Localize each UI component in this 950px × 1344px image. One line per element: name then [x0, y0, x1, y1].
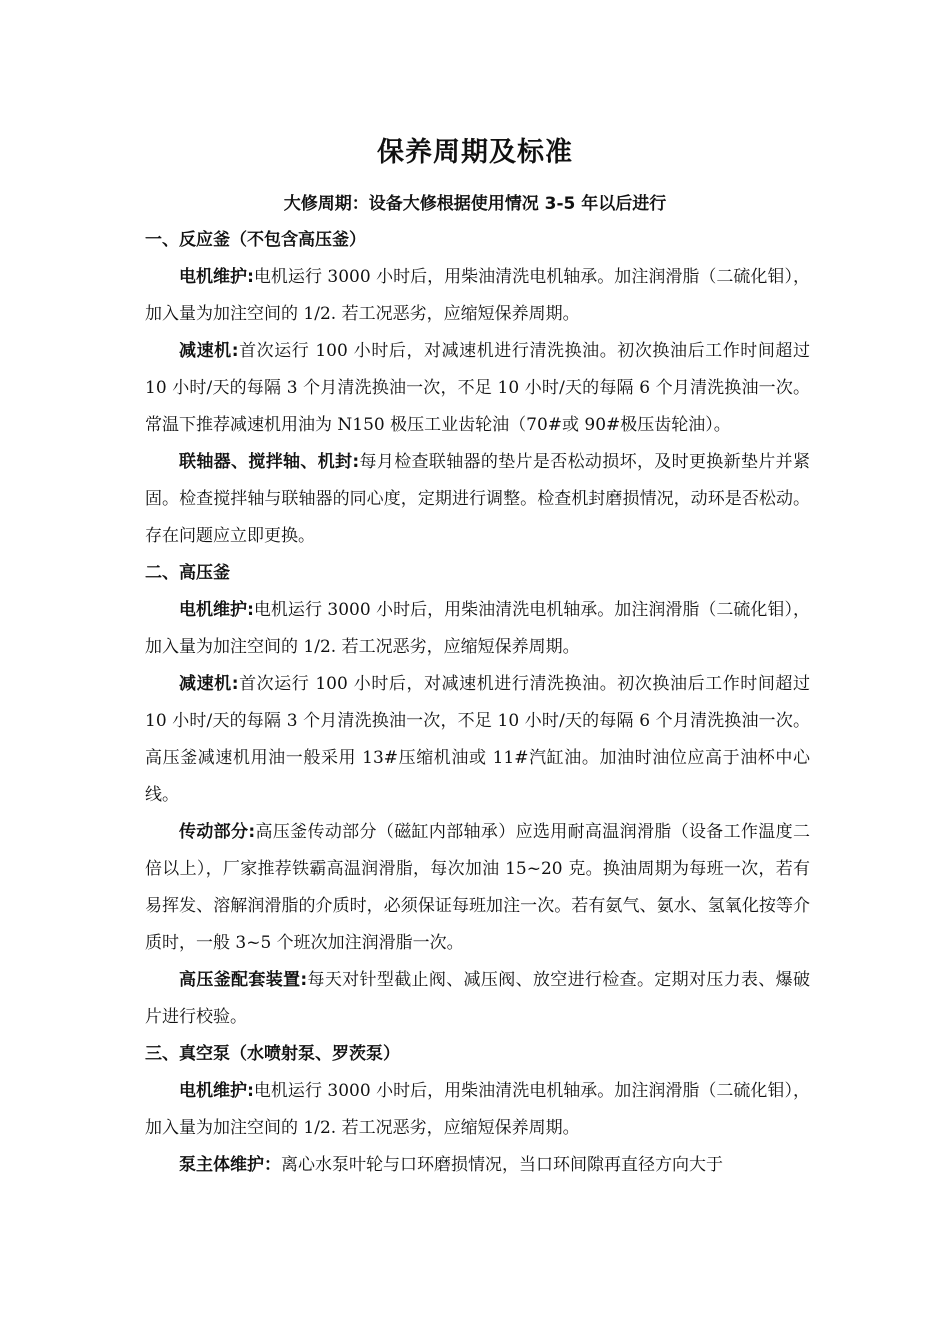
paragraph-text: 每月检查联轴器的垫片是否松动损坏，及时更换新垫片并紧固。检查搅拌轴与联轴器的同心度，定期进行调整。检查机封磨损情况，动环是否松动。存在问题应立即更换。 [145, 452, 810, 546]
section-heading: 二、高压釜 [145, 563, 230, 583]
paragraph [145, 962, 810, 1036]
paragraph-text: 电机运行 3000 小时后，用柴油清洗电机轴承。加注润滑脂（二硫化钼），加入量为加注空间的 1/2. 若工况恶劣，应缩短保养周期。 [145, 600, 810, 657]
paragraph-lead: 泵主体维护： [179, 1155, 281, 1175]
paragraph-lead: 电机维护: [179, 1081, 254, 1101]
paragraph [145, 259, 810, 333]
paragraph [145, 814, 810, 962]
paragraph-text: 首次运行 100 小时后，对减速机进行清洗换油。初次换油后工作时间超过 10 小时/天的每隔 3 个月清洗换油一次，不足 10 小时/天的每隔 6 个月清洗换油一次。常温下推荐减速机用油为 N150 极压工业齿轮油（70#或 90#极压齿轮油）。 [145, 341, 810, 435]
paragraph-lead: 传动部分: [179, 822, 256, 842]
paragraph [145, 1073, 810, 1147]
paragraph [145, 1147, 810, 1184]
paragraph-lead: 电机维护: [179, 600, 254, 620]
section-autoclave [145, 555, 810, 1036]
paragraph [145, 444, 810, 555]
section-vacuum-pump [145, 1036, 810, 1184]
paragraph [145, 592, 810, 666]
paragraph-lead: 减速机: [179, 341, 239, 361]
paragraph-lead: 联轴器、搅拌轴、机封: [179, 452, 360, 472]
paragraph-lead: 电机维护: [179, 267, 254, 287]
paragraph-text: 高压釜传动部分（磁缸内部轴承）应选用耐高温润滑脂（设备工作温度二倍以上），厂家推荐铁霸高温润滑脂，每次加油 15~20 克。换油周期为每班一次，若有易挥发、溶解润滑脂的介质时，必须保证每班加注一次。若有氨气、氨水、氢氧化按等介质时，一般 3~5 个班次加注润滑脂一次。 [145, 822, 810, 953]
paragraph-text: 电机运行 3000 小时后，用柴油清洗电机轴承。加注润滑脂（二硫化钼），加入量为加注空间的 1/2. 若工况恶劣，应缩短保养周期。 [145, 1081, 810, 1138]
page-title: 保养周期及标准 [377, 137, 573, 168]
paragraph-text: 首次运行 100 小时后，对减速机进行清洗换油。初次换油后工作时间超过 10 小时/天的每隔 3 个月清洗换油一次，不足 10 小时/天的每隔 6 个月清洗换油一次。高压釜减速机用油一般采用 13#压缩机油或 11#汽缸油。加油时油位应高于油杯中心线。 [145, 674, 810, 805]
paragraph [145, 666, 810, 814]
paragraph-text: 电机运行 3000 小时后，用柴油清洗电机轴承。加注润滑脂（二硫化钼），加入量为加注空间的 1/2. 若工况恶劣，应缩短保养周期。 [145, 267, 810, 324]
paragraph [145, 333, 810, 444]
document-body [145, 222, 810, 1184]
section-heading: 一、反应釜（不包含高压釜） [145, 230, 366, 250]
paragraph-text: 离心水泵叶轮与口环磨损情况，当口环间隙再直径方向大于 [281, 1155, 723, 1175]
paragraph-lead: 高压釜配套装置: [179, 970, 308, 990]
paragraph-text: 每天对针型截止阀、减压阀、放空进行检查。定期对压力表、爆破片进行校验。 [145, 970, 810, 1027]
overhaul-cycle-subtitle: 大修周期：设备大修根据使用情况 3-5 年以后进行 [283, 194, 667, 214]
section-heading: 三、真空泵（水喷射泵、罗茨泵） [145, 1044, 400, 1064]
paragraph-lead: 减速机: [179, 674, 239, 694]
section-reactor [145, 222, 810, 555]
